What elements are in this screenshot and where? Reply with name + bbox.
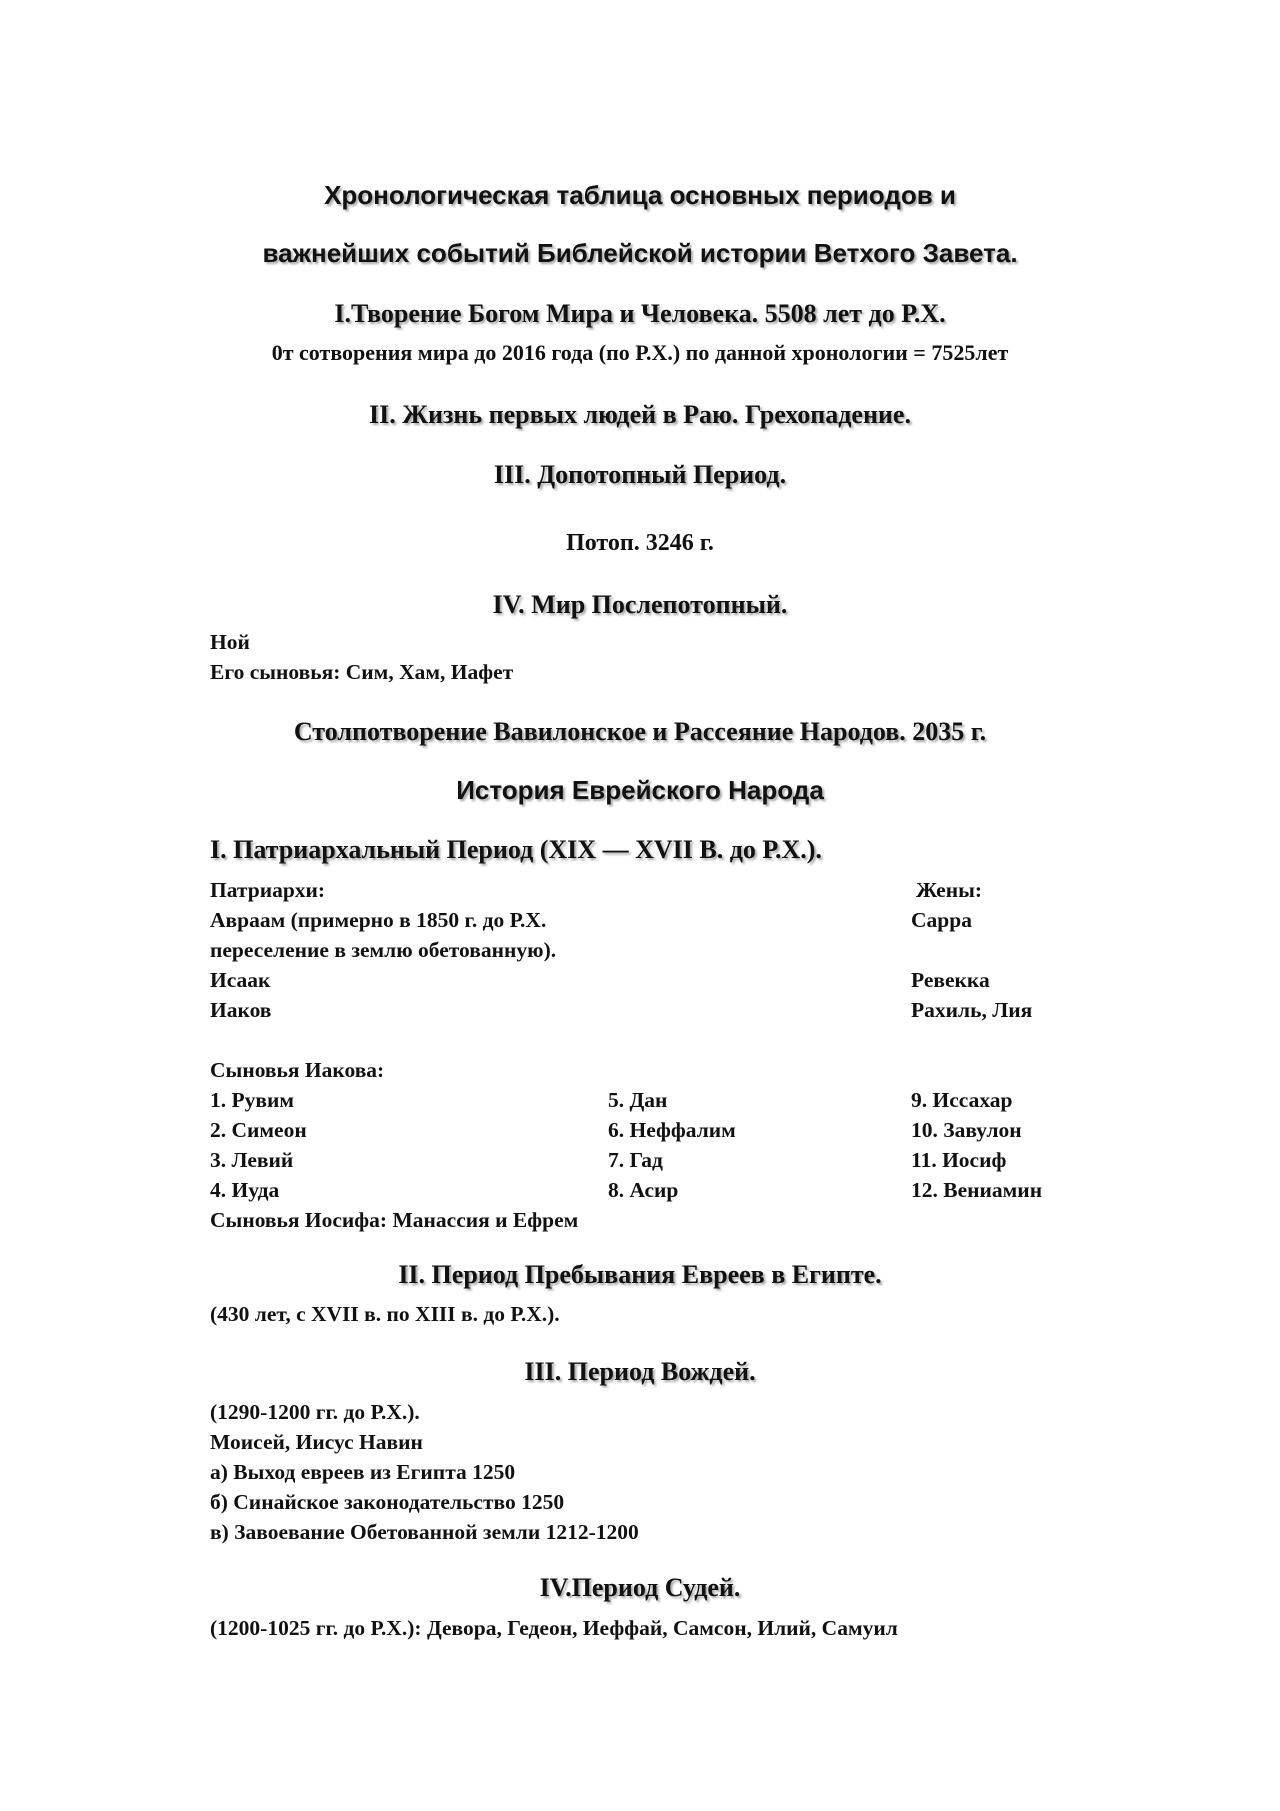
leaders-names: Моисей, Иисус Навин (210, 1430, 423, 1454)
list-item: 3. Левий (210, 1148, 294, 1172)
postflood-heading: IV. Мир Послепотопный. (492, 590, 788, 619)
list-item: 4. Иуда (210, 1178, 280, 1202)
antediluvian-heading: III. Допотопный Период. (493, 460, 787, 489)
judges-heading: IV.Период Судей. (539, 1573, 741, 1602)
jacob-sons-header: Сыновья Иакова: (210, 1058, 385, 1082)
hebrew-history-heading: История Еврейского Народа (456, 775, 824, 805)
list-item: 11. Иосиф (911, 1148, 1007, 1172)
rebekah-line: Ревекка (911, 968, 990, 992)
title-line-2: важнейших событий Библейской истории Ветхого Завета. (262, 238, 1018, 268)
title-line-1: Хронологическая таблица основных периодов и (324, 180, 956, 210)
joseph-sons-line: Сыновья Иосифа: Манассия и Ефрем (210, 1208, 579, 1232)
list-item: 5. Дан (608, 1088, 668, 1112)
jacob-line: Иаков (210, 998, 272, 1022)
list-item: 9. Иссахар (911, 1088, 1013, 1112)
creation-note: 0т сотворения мира до 2016 года (по Р.Х.) по данной хронологии = 7525лет (271, 340, 1009, 365)
list-item: 12. Вениамин (911, 1178, 1043, 1202)
leaders-event-b: б) Синайское законодательство 1250 (210, 1490, 565, 1514)
list-item: 1. Рувим (210, 1088, 295, 1112)
list-item: 10. Завулон (911, 1118, 1022, 1142)
abraham-cont-line: переселение в землю обетованную). (210, 938, 557, 962)
egypt-note: (430 лет, с XVII в. по XIII в. до Р.Х.). (210, 1302, 560, 1326)
patriarchal-heading: I. Патриархальный Период (XIX — XVII В. до Р.Х.). (210, 835, 822, 864)
patriarchs-header: Патриархи: (210, 878, 326, 902)
abraham-line: Авраам (примерно в 1850 г. до Р.Х. (210, 908, 547, 932)
leaders-event-c: в) Завоевание Обетованной земли 1212-1200 (210, 1520, 639, 1544)
wives-header: Жены: (916, 878, 983, 902)
judges-list: (1200-1025 гг. до Р.Х.): Девора, Гедеон, Иеффай, Самсон, Илий, Самуил (210, 1616, 898, 1640)
creation-heading: I.Творение Богом Мира и Человека. 5508 лет до Р.Х. (334, 299, 946, 328)
list-item: 2. Симеон (210, 1118, 307, 1142)
list-item: 6. Неффалим (608, 1118, 736, 1142)
isaac-line: Исаак (210, 968, 271, 992)
list-item: 7. Гад (608, 1148, 663, 1172)
leaders-event-a: а) Выход евреев из Египта 1250 (210, 1460, 516, 1484)
leaders-heading: III. Период Вождей. (524, 1357, 756, 1386)
noah-sons-line: Его сыновья: Сим, Хам, Иафет (210, 660, 514, 684)
egypt-heading: II. Период Пребывания Евреев в Египте. (398, 1260, 882, 1289)
leaders-dates: (1290-1200 гг. до Р.Х.). (210, 1400, 420, 1424)
babel-heading: Столпотворение Вавилонское и Рассеяние Народов. 2035 г. (293, 717, 987, 746)
sarah-line: Сарра (911, 908, 972, 932)
jacob-wives-line: Рахиль, Лия (911, 998, 1033, 1022)
list-item: 8. Асир (608, 1178, 679, 1202)
paradise-heading: II. Жизнь первых людей в Раю. Грехопадение. (369, 400, 911, 429)
noah-line: Ной (210, 630, 250, 654)
flood-line: Потоп. 3246 г. (566, 530, 714, 556)
